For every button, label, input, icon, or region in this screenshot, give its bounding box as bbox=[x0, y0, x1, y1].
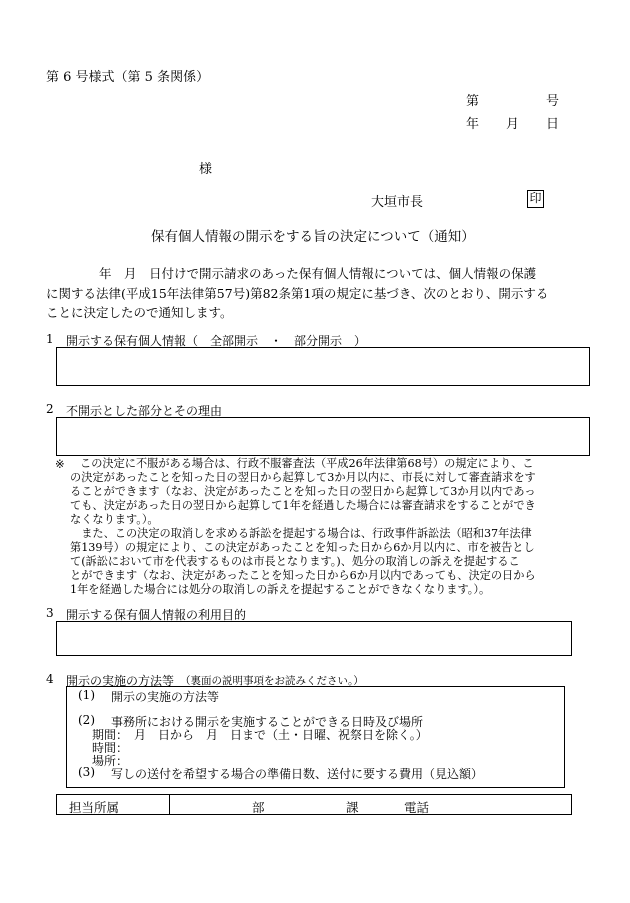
section4-heading: 開示の実施の方法等 bbox=[66, 674, 175, 688]
note-line: なくなります。）。 bbox=[70, 513, 159, 526]
section1-box[interactable] bbox=[56, 347, 590, 386]
note-line: ることができます（なお、決定があったことを知った日の翌日から起算して3か月以内であっ bbox=[70, 485, 536, 498]
seal-mark: 印 bbox=[527, 190, 544, 208]
note-line: て(訴訟において市を代表するものは市長となります。)、処分の取消しの訴えを提起するこ bbox=[70, 555, 520, 568]
item1-number: (1) bbox=[78, 688, 95, 702]
addressee-suffix: 様 bbox=[199, 162, 213, 177]
section2-number: 2 bbox=[46, 402, 54, 416]
form-label: 第 6 号様式（第 5 条関係） bbox=[46, 70, 210, 85]
section2-box[interactable] bbox=[56, 417, 590, 456]
body-line-3: ことに決定したので通知します。 bbox=[46, 305, 233, 320]
section1-heading: 開示する保有個人情報（ 全部開示 ・ 部分開示 ） bbox=[66, 334, 367, 348]
item2-place: 場所： bbox=[92, 754, 129, 768]
section4-heading-note: （裏面の説明事項をお読みください。） bbox=[180, 675, 364, 687]
item3-number: (3) bbox=[78, 765, 95, 779]
note-line: とができます（なお、決定があったことを知った日から6か月以内であっても、決定の日から bbox=[70, 569, 536, 582]
item3-text: 写しの送付を希望する場合の準備日数、送付に要する費用（見込額） bbox=[111, 767, 484, 781]
item2-time: 時間： bbox=[92, 741, 129, 755]
section3-number: 3 bbox=[46, 606, 54, 620]
body-line-1: 年 月 日付けで開示請求のあった保有個人情報については、個人情報の保護 bbox=[99, 266, 537, 281]
item2-number: (2) bbox=[78, 713, 95, 727]
item2-period: 期間： 月 日から 月 日まで（土・日曜、祝祭日を除く。） bbox=[92, 728, 428, 742]
note-mark: ※ bbox=[55, 457, 65, 471]
doc-number-go: 号 bbox=[546, 94, 560, 109]
contact-divider bbox=[169, 795, 170, 814]
note-line: 第139号）の規定により、この決定があったことを知った日から6か月以内に、市を被告とし bbox=[70, 541, 535, 554]
contact-ka: 課 bbox=[346, 800, 359, 815]
document-title: 保有個人情報の開示をする旨の決定について（通知） bbox=[151, 229, 475, 245]
body-line-2: に関する法律(平成15年法律第57号)第82条第1項の規定に基づき、次のとおり、開示する bbox=[46, 286, 549, 301]
item1-text: 開示の実施の方法等 bbox=[111, 690, 220, 704]
item2-text: 事務所における開示を実施することができる日時及び場所 bbox=[111, 715, 424, 729]
section2-heading: 不開示とした部分とその理由 bbox=[66, 404, 223, 418]
contact-row bbox=[56, 794, 572, 815]
note-line: この決定に不服がある場合は、行政不服審査法（平成26年法律第68号）の規定により、こ bbox=[80, 457, 534, 470]
note-line: また、この決定の取消しを求める訴訟を提起する場合は、行政事件訴訟法（昭和37年法律 bbox=[70, 527, 532, 540]
date-month: 月 bbox=[506, 117, 520, 132]
contact-bu: 部 bbox=[252, 800, 265, 815]
section1-number: 1 bbox=[46, 332, 54, 346]
date-year: 年 bbox=[466, 117, 480, 132]
note-line: 1年を経過した場合には処分の取消しの訴えを提起することができなくなります。）。 bbox=[70, 583, 491, 596]
note-line: ても、決定があった日の翌日から起算して1年を経過した場合には審査請求をすることができ bbox=[70, 499, 536, 512]
contact-tel: 電話 bbox=[404, 800, 430, 815]
section3-box[interactable] bbox=[56, 621, 572, 656]
date-day: 日 bbox=[546, 117, 560, 132]
issuer: 大垣市長 bbox=[371, 195, 424, 210]
section4-number: 4 bbox=[46, 672, 54, 686]
doc-number-dai: 第 bbox=[466, 94, 480, 109]
note-line: の決定があったことを知った日の翌日から起算して3か月以内に、市長に対して審査請求をす bbox=[70, 471, 536, 484]
section4-box bbox=[66, 686, 565, 788]
section3-heading: 開示する保有個人情報の利用目的 bbox=[66, 608, 247, 622]
contact-label: 担当所属 bbox=[69, 800, 120, 815]
